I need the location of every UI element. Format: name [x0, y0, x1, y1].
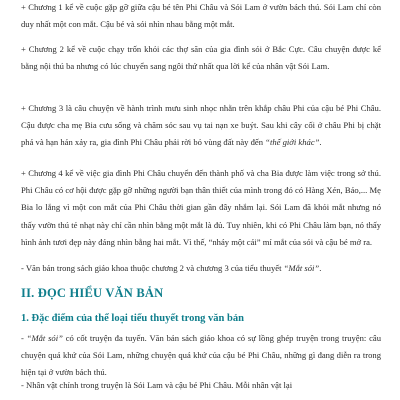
chapter-2-text: + Chương 2 kể về cuộc chạy trốn khỏi các thợ săn của gia đình sói ở Bắc Cực. Câu chuyện được kể bằng nội thú ba nhưng có lúc chuyển sang ngôi thứ nhất qua lời kể của nhân vật Sói Lam. [21, 44, 381, 72]
paragraph-chapter-2 [21, 41, 381, 75]
paragraph-chapter-3 [21, 100, 381, 152]
paragraph-textbook-note [21, 260, 381, 277]
paragraph-chapter-1 [21, 0, 381, 33]
chapter-4-text: + Chương 4 kể về việc gia đình Phi Châu chuyển đến thành phố và cha Bia được làm việc trong sở thú. Phi Châu có cơ hội được gặp gỡ những người bạn thân thiết của mình trong đó có Hàng Xén, Báo,... Mẹ Bia lo lắng vì một con mắt của Phi Châu thời gian gần đây nhắm lại. Sói Lam đã khỏi mắt nhưng nó thấy vườn thú tẻ nhạt này chỉ cần nhìn bằng một mắt là đủ. Tuy nhiên, khi có Phi Châu làm bạn, nó thấy hình ảnh tươi đẹp này đáng nhìn bằng hai mắt. Vì thế, “nháy một cái” mí mắt của sói và cậu bé mở ra. [21, 168, 381, 247]
paragraph-characters [21, 377, 381, 394]
chapter-1-text: + Chương 1 kể về cuộc gặp gỡ giữa cậu bé tên Phi Châu và Sói Lam ở vườn bách thú. Sói Lam chỉ còn duy nhất một con mắt. Cậu bé và sói nhìn nhau bằng một mắt. [21, 2, 381, 30]
section-1-heading: 1. Đặc điểm của thể loại tiểu thuyết trong văn bản [21, 313, 244, 324]
textbook-note-end: . [319, 263, 322, 273]
plot-italic-title: - “Mắt sói” [21, 333, 63, 343]
textbook-note-text: - Văn bản trong sách giáo khoa thuộc chương 2 và chương 3 của tiểu thuyết [21, 263, 284, 273]
characters-text: - Nhân vật chính trong truyện là Sói Lam và cậu bé Phi Châu. Mỗi nhân vật lại [21, 380, 293, 390]
paragraph-chapter-4 [21, 165, 381, 251]
chapter-3-italic: “thế giới khác” [265, 137, 320, 148]
plot-text: có cốt truyện đa tuyến. Văn bản sách giáo khoa có sự lồng ghép truyện trong truyện: câu chuyện quá khứ của Sói Lam, những chuyện quá khứ của cậu bé Phi Châu, những gì đang diễn ra trong hiện tại ở vườn bách thú. [21, 333, 382, 378]
chapter-3-end: . [319, 137, 322, 148]
textbook-note-italic: “Mắt sói” [283, 263, 320, 273]
paragraph-plot [21, 330, 381, 382]
section-ii-heading: II. ĐỌC HIỂU VĂN BẢN [21, 286, 164, 300]
chapter-3-text: + Chương 3 là câu chuyện về hành trình mưu sinh nhọc nhằn trên khắp châu Phi của cậu bé Phi Châu. Cậu được cha mẹ Bia cưu sống và chăm sóc sau vụ tai nạn xe buýt. Sau khi cây cối ở châu Phi bị chặt phá và hạn hán xảy ra, gia đình Phi Châu phải rời bỏ vùng đất này đến [21, 103, 381, 148]
